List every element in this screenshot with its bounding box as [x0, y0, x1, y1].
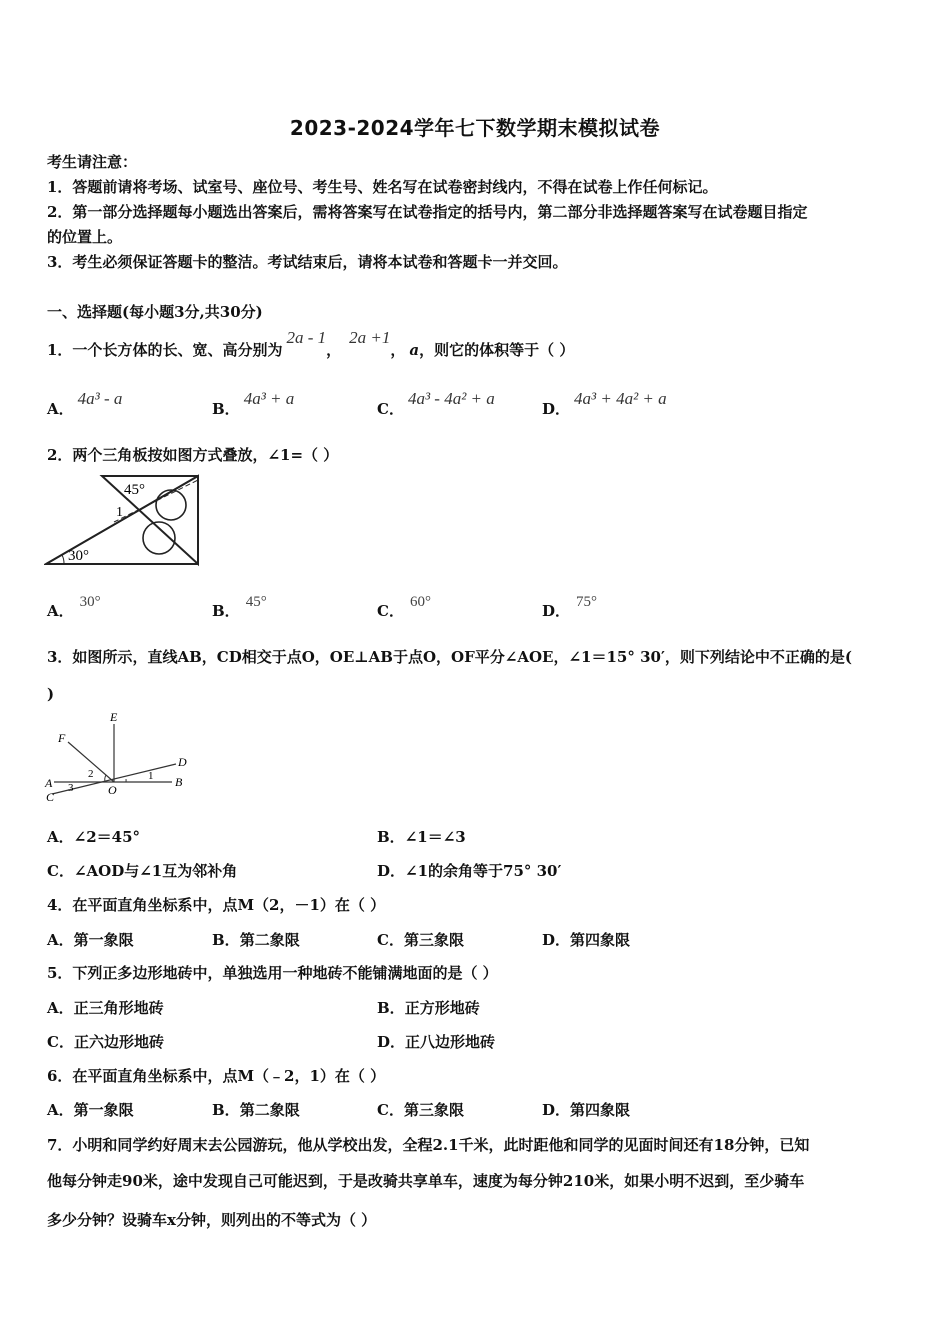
notice-heading: 考生请注意： [47, 153, 138, 171]
option-label: C． [377, 1101, 404, 1119]
q2-option-b[interactable] [212, 594, 267, 621]
option-value: 75° [576, 594, 598, 610]
option-label: B． [212, 931, 240, 949]
option-value: 45° [245, 594, 267, 610]
option-label: B． [212, 1101, 240, 1119]
question-7-line-2: 他每分钟走90米，途中发现自己可能迟到，于是改骑共享单车，速度为每分钟210米，如果小明不迟到，至少骑车 [47, 1172, 805, 1190]
q2-option-a[interactable] [47, 594, 101, 621]
q6-option-d[interactable] [542, 1099, 630, 1120]
q5-option-a[interactable] [47, 997, 164, 1018]
q4-option-d[interactable] [542, 929, 630, 950]
option-value: 30° [79, 594, 101, 610]
q1-sep2: ， [390, 341, 406, 359]
label-2: 2 [88, 768, 94, 780]
option-value: 60° [409, 594, 431, 610]
angle-30-label: 30° [68, 548, 89, 564]
option-label: D． [542, 400, 571, 418]
option-text: 正八边形地砖 [405, 1033, 496, 1051]
option-label: A． [47, 828, 74, 846]
notice-item-1: 1．答题前请将考场、试室号、座位号、考生号、姓名写在试卷密封线内，不得在试卷上作任何标记。 [47, 178, 718, 196]
label-o: O [108, 783, 117, 797]
question-6-stem: 6．在平面直角坐标系中，点M（﹣2，1）在（ ） [47, 1067, 386, 1085]
question-7-line-3: 多少分钟？设骑车x分钟，则列出的不等式为（ ） [47, 1211, 377, 1229]
question-1-stem [47, 328, 575, 361]
option-text: 第二象限 [239, 1101, 300, 1119]
option-expr: 4a³ + a [243, 389, 295, 408]
q1-suffix: ，则它的体积等于（ ） [419, 341, 575, 359]
q3-figure [42, 710, 192, 805]
q3-option-a[interactable] [47, 826, 140, 847]
q1-var: a [409, 341, 420, 359]
q1-prefix: 1．一个长方体的长、宽、高分别为 [47, 341, 283, 359]
label-e: E [110, 710, 118, 724]
option-label: D． [542, 931, 571, 949]
option-label: D． [542, 1101, 571, 1119]
q3-option-b[interactable] [377, 826, 466, 847]
option-label: B． [377, 828, 405, 846]
option-label: B． [212, 400, 240, 418]
q6-option-b[interactable] [212, 1099, 300, 1120]
q5-option-d[interactable] [377, 1031, 495, 1052]
option-text: ∠1＝∠3 [404, 828, 466, 846]
q5-option-c[interactable] [47, 1031, 164, 1052]
label-3: 3 [68, 782, 74, 794]
q6-option-a[interactable] [47, 1099, 134, 1120]
q1-option-c[interactable] [377, 389, 495, 419]
q1-option-d[interactable] [542, 389, 667, 419]
q1-expr1: 2a - 1 [286, 328, 327, 347]
notice-item-2: 2．第一部分选择题每小题选出答案后，需将答案写在试卷指定的括号内，第二部分非选择题答案写在试卷题目指定 [47, 203, 808, 221]
option-text: 正方形地砖 [404, 999, 480, 1017]
notice-item-2-cont: 的位置上。 [47, 228, 123, 246]
option-label: C． [47, 862, 74, 880]
q4-option-b[interactable] [212, 929, 300, 950]
q2-option-c[interactable] [377, 594, 431, 621]
question-7-line-1: 7．小明和同学约好周末去公园游玩，他从学校出发，全程2.1千米，此时距他和同学的见面时间还有18分钟，已知 [47, 1136, 810, 1154]
option-text: ∠1的余角等于75° 30′ [405, 862, 562, 880]
circle-top [156, 490, 186, 520]
option-text: 第一象限 [73, 931, 134, 949]
question-4-stem: 4．在平面直角坐标系中，点M（2，－1）在（ ） [47, 896, 386, 914]
q5-option-b[interactable] [377, 997, 480, 1018]
option-label: D． [377, 1033, 406, 1051]
option-label: A． [47, 400, 74, 418]
q6-option-c[interactable] [377, 1099, 464, 1120]
q3-option-c[interactable] [47, 860, 237, 881]
question-3-stem-cont: ) [47, 685, 55, 703]
question-3-stem: 3．如图所示，直线AB，CD相交于点O，OE⊥AB于点O，OF平分∠AOE，∠1＝15° 30′，则下列结论中不正确的是( [47, 648, 853, 666]
option-text: ∠2＝45° [73, 828, 141, 846]
option-label: C． [377, 602, 404, 620]
label-f: F [58, 731, 66, 745]
angle-45-label: 45° [124, 482, 145, 498]
page-title: 2023-2024学年七下数学期末模拟试卷 [289, 116, 661, 140]
option-text: 第四象限 [570, 1101, 631, 1119]
option-text: 正三角形地砖 [73, 999, 164, 1017]
option-label: B． [377, 999, 405, 1017]
q1-expr2: 2a +1 [349, 328, 391, 347]
option-text: 第二象限 [239, 931, 300, 949]
q4-option-c[interactable] [377, 929, 464, 950]
option-label: D． [377, 862, 406, 880]
label-1: 1 [148, 770, 154, 782]
option-label: D． [542, 602, 571, 620]
q1-option-b[interactable] [212, 389, 295, 419]
option-expr: 4a³ + 4a² + a [574, 389, 667, 408]
q4-option-a[interactable] [47, 929, 134, 950]
option-label: C． [377, 400, 404, 418]
label-d: D [178, 755, 187, 769]
section-heading: 一、选择题(每小题3分,共30分) [47, 303, 263, 321]
angle-arc-30 [62, 555, 64, 564]
angle-1-label: 1 [116, 505, 123, 520]
option-label: A． [47, 999, 74, 1017]
option-label: B． [212, 602, 240, 620]
label-a: A [45, 776, 53, 790]
option-text: 第一象限 [73, 1101, 134, 1119]
question-2-stem: 2．两个三角板按如图方式叠放，∠1=（ ） [47, 446, 339, 464]
option-label: A． [47, 931, 74, 949]
option-label: C． [377, 931, 404, 949]
q1-option-a[interactable] [47, 389, 123, 419]
q3-option-d[interactable] [377, 860, 561, 881]
q1-sep1: ， [326, 341, 342, 359]
option-text: 正六边形地砖 [73, 1033, 164, 1051]
option-expr: 4a³ - a [77, 389, 123, 408]
option-text: 第三象限 [403, 1101, 464, 1119]
label-c: C [46, 790, 55, 804]
option-text: 第四象限 [570, 931, 631, 949]
notice-item-3: 3．考生必须保证答题卡的整洁。考试结束后，请将本试卷和答题卡一并交回。 [47, 253, 568, 271]
option-label: A． [47, 602, 74, 620]
option-text: 第三象限 [403, 931, 464, 949]
q2-figure [44, 472, 204, 568]
label-b: B [175, 775, 183, 789]
q2-option-d[interactable] [542, 594, 598, 621]
option-text: ∠AOD与∠1互为邻补角 [73, 862, 238, 880]
option-expr: 4a³ - 4a² + a [407, 389, 495, 408]
question-5-stem: 5．下列正多边形地砖中，单独选用一种地砖不能铺满地面的是（ ） [47, 964, 498, 982]
option-label: A． [47, 1101, 74, 1119]
option-label: C． [47, 1033, 74, 1051]
